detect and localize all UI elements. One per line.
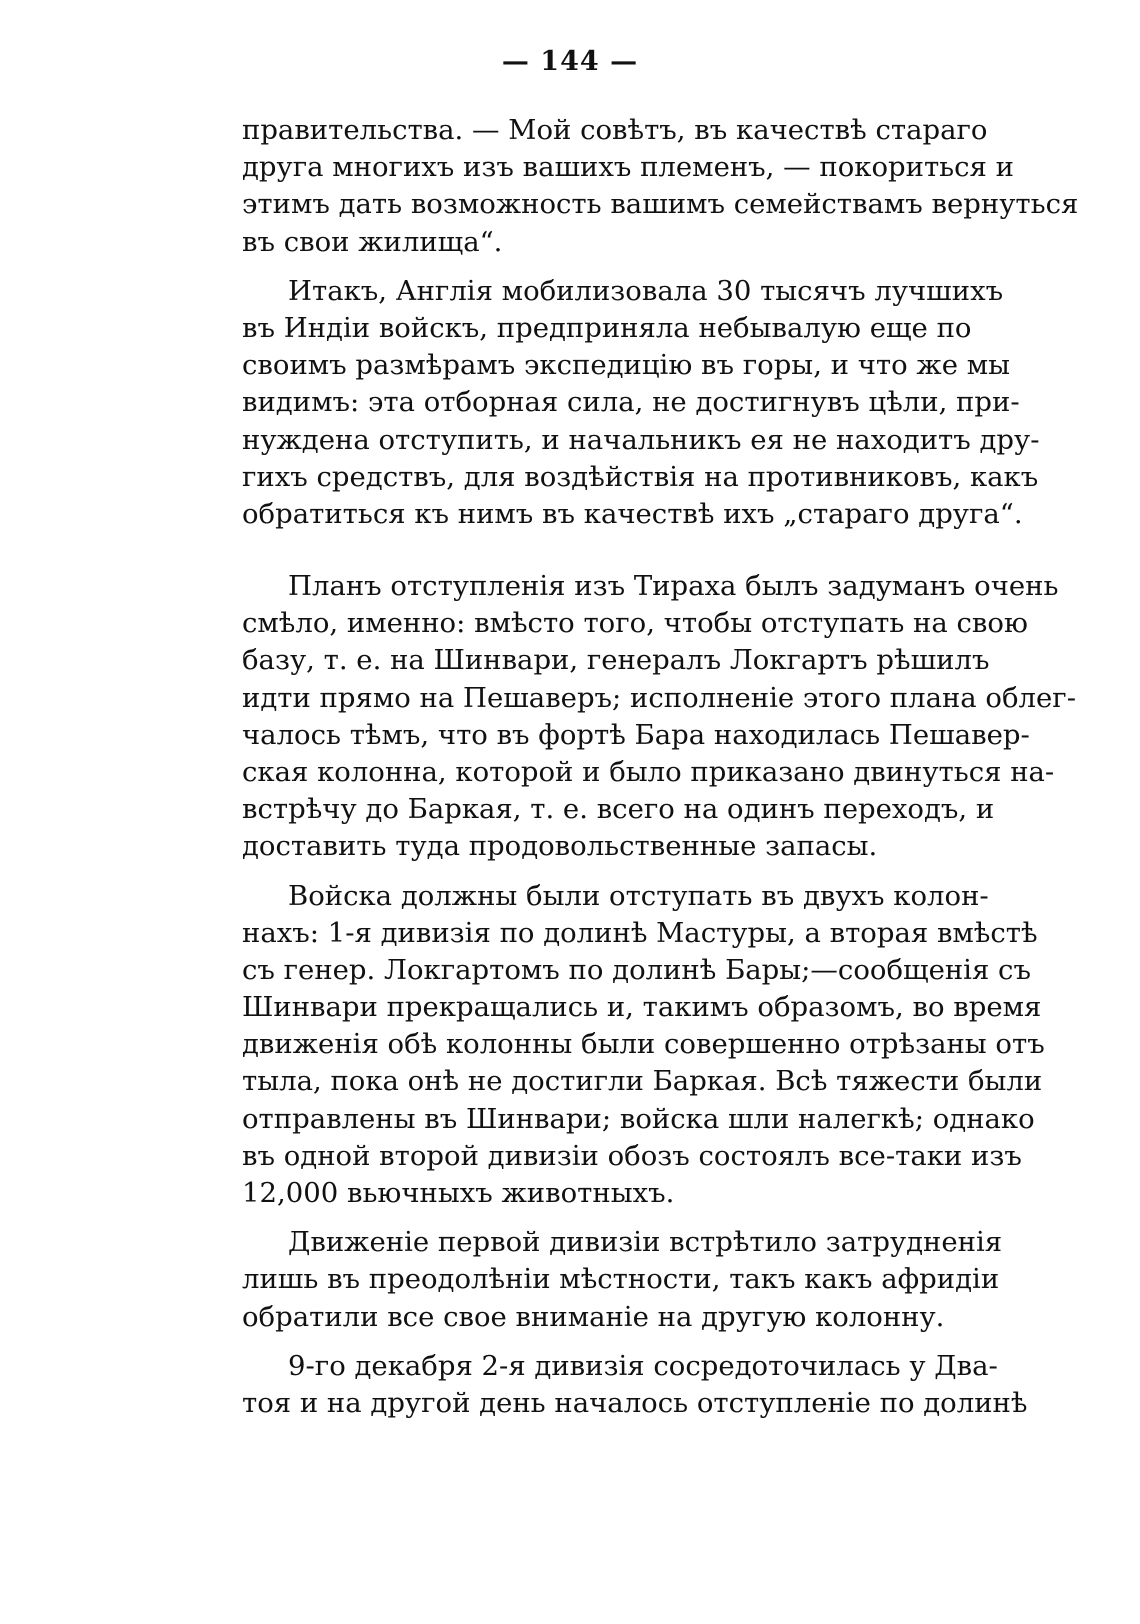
text-line: нуждена отступить, и начальникъ ея не находитъ дру- [242, 423, 1040, 456]
text-line: 12,000 вьючныхъ животныхъ. [242, 1177, 675, 1209]
text-line: своимъ размѣрамъ экспедицію въ горы, и что же мы [242, 349, 1011, 382]
text-line: базу, т. е. на Шинвари, генералъ Локгартъ рѣшилъ [242, 644, 990, 677]
text-line: отправлены въ Шинвари; войска шли налегкѣ; однако [242, 1102, 1035, 1135]
text-line: Войска должны были отступать въ двухъ колон- [288, 879, 989, 912]
text-line: тоя и на другой день началось отступленіе по долинѣ [242, 1386, 1028, 1419]
text-line: 9-го декабря 2-я дивизія сосредоточилась у Два- [288, 1349, 998, 1382]
text-line: чалось тѣмъ, что въ фортѣ Бара находилась Пешавер- [242, 718, 1030, 751]
paragraph [242, 1224, 1003, 1336]
text-line: обратили все свое вниманіе на другую колонну. [242, 1300, 945, 1333]
text-line: обратиться къ нимъ въ качествѣ ихъ „стараго друга“. [242, 497, 1023, 530]
paragraph [242, 878, 1045, 1213]
page-number: — 144 — [501, 46, 639, 77]
text-line: Планъ отступленія изъ Тираха былъ задуманъ очень [288, 570, 1059, 602]
text-line: ская колонна, которой и было приказано двинуться на- [242, 755, 1055, 788]
text-section-1 [242, 112, 1079, 545]
text-line: Шинвари прекращались и, такимъ образомъ, во время [242, 991, 1042, 1024]
text-line: Движеніе первой дивизіи встрѣтило затрудненія [288, 1226, 1003, 1259]
text-line: видимъ: эта отборная сила, не достигнувъ цѣли, при- [242, 386, 1020, 419]
text-line: встрѣчу до Баркая, т. е. всего на одинъ переходъ, и [242, 793, 995, 826]
text-line: доставить туда продовольственные запасы. [242, 830, 878, 863]
text-line: смѣло, именно: вмѣсто того, чтобы отступать на свою [242, 607, 1028, 640]
text-line: тыла, пока онѣ не достигли Баркая. Всѣ тяжести были [242, 1065, 1043, 1098]
text-line: этимъ дать возможность вашимъ семействамъ вернуться [242, 188, 1079, 221]
paragraph [242, 1348, 1028, 1422]
text-line: въ свои жилища“. [242, 225, 503, 258]
paragraph [242, 273, 1040, 533]
text-line: въ Индіи войскъ, предприняла небывалую еще по [242, 311, 972, 344]
text-section-2 [242, 568, 1076, 1434]
text-line: правительства. — Мой совѣтъ, въ качествѣ стараго [242, 114, 988, 146]
text-line: гихъ средствъ, для воздѣйствія на противниковъ, какъ [242, 460, 1039, 493]
text-line: нахъ: 1-я дивизія по долинѣ Мастуры, а вторая вмѣстѣ [242, 916, 1038, 949]
paragraph [242, 112, 1079, 261]
text-line: съ генер. Локгартомъ по долинѣ Бары;—сообщенія съ [242, 953, 1031, 986]
text-line: Итакъ, Англія мобилизовала 30 тысячъ лучшихъ [288, 274, 1004, 307]
paragraph [242, 568, 1076, 866]
text-line: въ одной второй дивизіи обозъ состоялъ все-таки изъ [242, 1139, 1022, 1172]
text-line: лишь въ преодолѣніи мѣстности, такъ какъ афридіи [242, 1263, 1000, 1296]
text-line: друга многихъ изъ вашихъ племенъ, — покориться и [242, 151, 1014, 184]
text-line: движенія обѣ колонны были совершенно отрѣзаны отъ [242, 1028, 1045, 1061]
text-line: идти прямо на Пешаверъ; исполненіе этого плана облег- [242, 681, 1076, 714]
